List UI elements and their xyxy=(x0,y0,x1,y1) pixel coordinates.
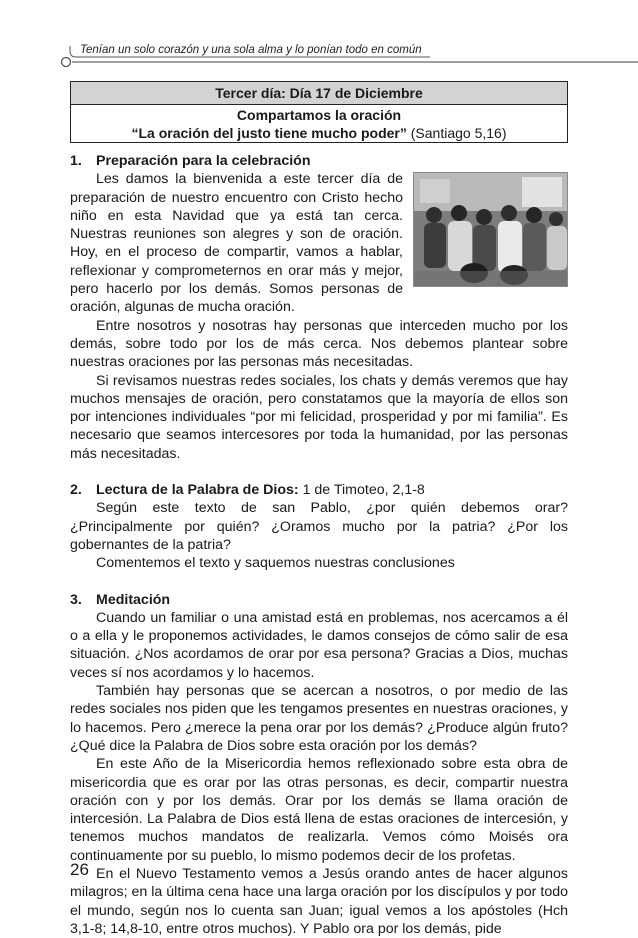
section-title: Lectura de la Palabra de Dios: xyxy=(96,482,299,499)
running-header xyxy=(0,0,638,70)
scripture-reference: 1 de Timoteo, 2,1-8 xyxy=(298,482,425,499)
paragraph: Cuando un familiar o una amistad está en problemas, nos acercamos a él o a ella y le proponemos actividades, le damos consejos de cómo salir de esa situación. ¿Nos acordamos de orar por esa persona? Gracias a Dios, muchas veces sí nos acordamos y lo hacemos. xyxy=(70,609,568,681)
paragraph: Según este texto de san Pablo, ¿por quién debemos orar? ¿Principalmente por quién? ¿Oramos mucho por la patria? ¿Por los gobernantes de la patria? xyxy=(70,500,568,553)
paragraph: También hay personas que se acercan a nosotros, o por medio de las redes sociales nos piden que les tengamos presentes en nuestras oraciones, y lo hacemos. Pero ¿merece la pena orar por los demás? ¿Produce algún fruto? ¿Qué dice la Palabra de Dios sobre esta oración por los demás? xyxy=(70,683,568,754)
section-3-heading xyxy=(70,591,568,609)
subtitle-line: Compartamos la oración xyxy=(236,107,402,123)
section-title: Preparación para la celebración xyxy=(96,153,311,169)
section-2-heading xyxy=(70,481,568,499)
title-box xyxy=(70,81,568,143)
section-number: 3. xyxy=(70,591,82,608)
paragraph: Si revisamos nuestras redes sociales, los chats y demás veremos que hay muchos mensajes de oración, pero constatamos que la mayoría de ellos son por intenciones individuales “por mi felicidad, prosperidad y por mi familia”. Es necesario que seamos intercesores por toda la humanidad, por las personas más necesitadas. xyxy=(70,372,568,462)
paragraph: En el Nuevo Testamento vemos a Jesús orando antes de hacer algunos milagros; en la última cena hace una larga oración por los discípulos y por todo el mundo, según nos lo cuenta san Juan; igual vemos a los apóstoles (Hch 3,1-8; 14,8-10, entre otros muchos). Y Pablo ora por los demás, pide xyxy=(70,865,568,937)
page-content xyxy=(70,152,568,938)
subtitle xyxy=(71,105,567,142)
subtitle-reference: (Santiago 5,16) xyxy=(406,125,507,141)
subtitle-quote-line xyxy=(71,124,567,142)
section-number: 2. xyxy=(70,482,82,499)
section-number: 1. xyxy=(70,153,82,169)
section-1-heading xyxy=(70,152,568,170)
section-title: Meditación xyxy=(96,591,171,608)
header-rule-ornament xyxy=(0,0,638,70)
paragraph: Entre nosotros y nosotras hay personas que interceden mucho por los demás, sobre todo por los de más cerca. Nos debemos plantear sobre nuestras oraciones por las personas más necesitadas. xyxy=(70,317,568,371)
prayer-group-photo xyxy=(413,172,568,287)
paragraph: Les damos la bienvenida a este tercer día de preparación de nuestro encuentro con Cristo hecho niño en esta Navidad que ya está tan cerca. Nuestras reuniones son alegres y son de oración. Hoy, en el proceso de compartir, vamos a hablar, reflexionar y comprometernos en orar más y mejor, pero hacerlo por los demás. Somos personas de oración, algunas de mucha oración. xyxy=(70,171,403,316)
paragraph: En este Año de la Misericordia hemos reflexionado sobre esta obra de misericordia que es orar por las otras personas, es decir, compartir nuestra oración con y por los demás. Orar por los demás se llama oración de intercesión. La Palabra de Dios está llena de estas oraciones de intercesión, y tenemos muchos mandatos de realizarla. Vemos cómo Moisés ora continuamente por su pueblo, lo mismo podemos decir de los profetas. xyxy=(70,756,568,864)
paragraph: Comentemos el texto y saquemos nuestras conclusiones xyxy=(96,555,455,572)
subtitle-quote: “La oración del justo tiene mucho poder” xyxy=(131,125,407,141)
running-header-text: Tenían un solo corazón y una sola alma y lo ponían todo en común xyxy=(80,44,422,56)
page-number: 26 xyxy=(70,860,89,879)
day-title: Tercer día: Día 17 de Diciembre xyxy=(71,82,567,105)
